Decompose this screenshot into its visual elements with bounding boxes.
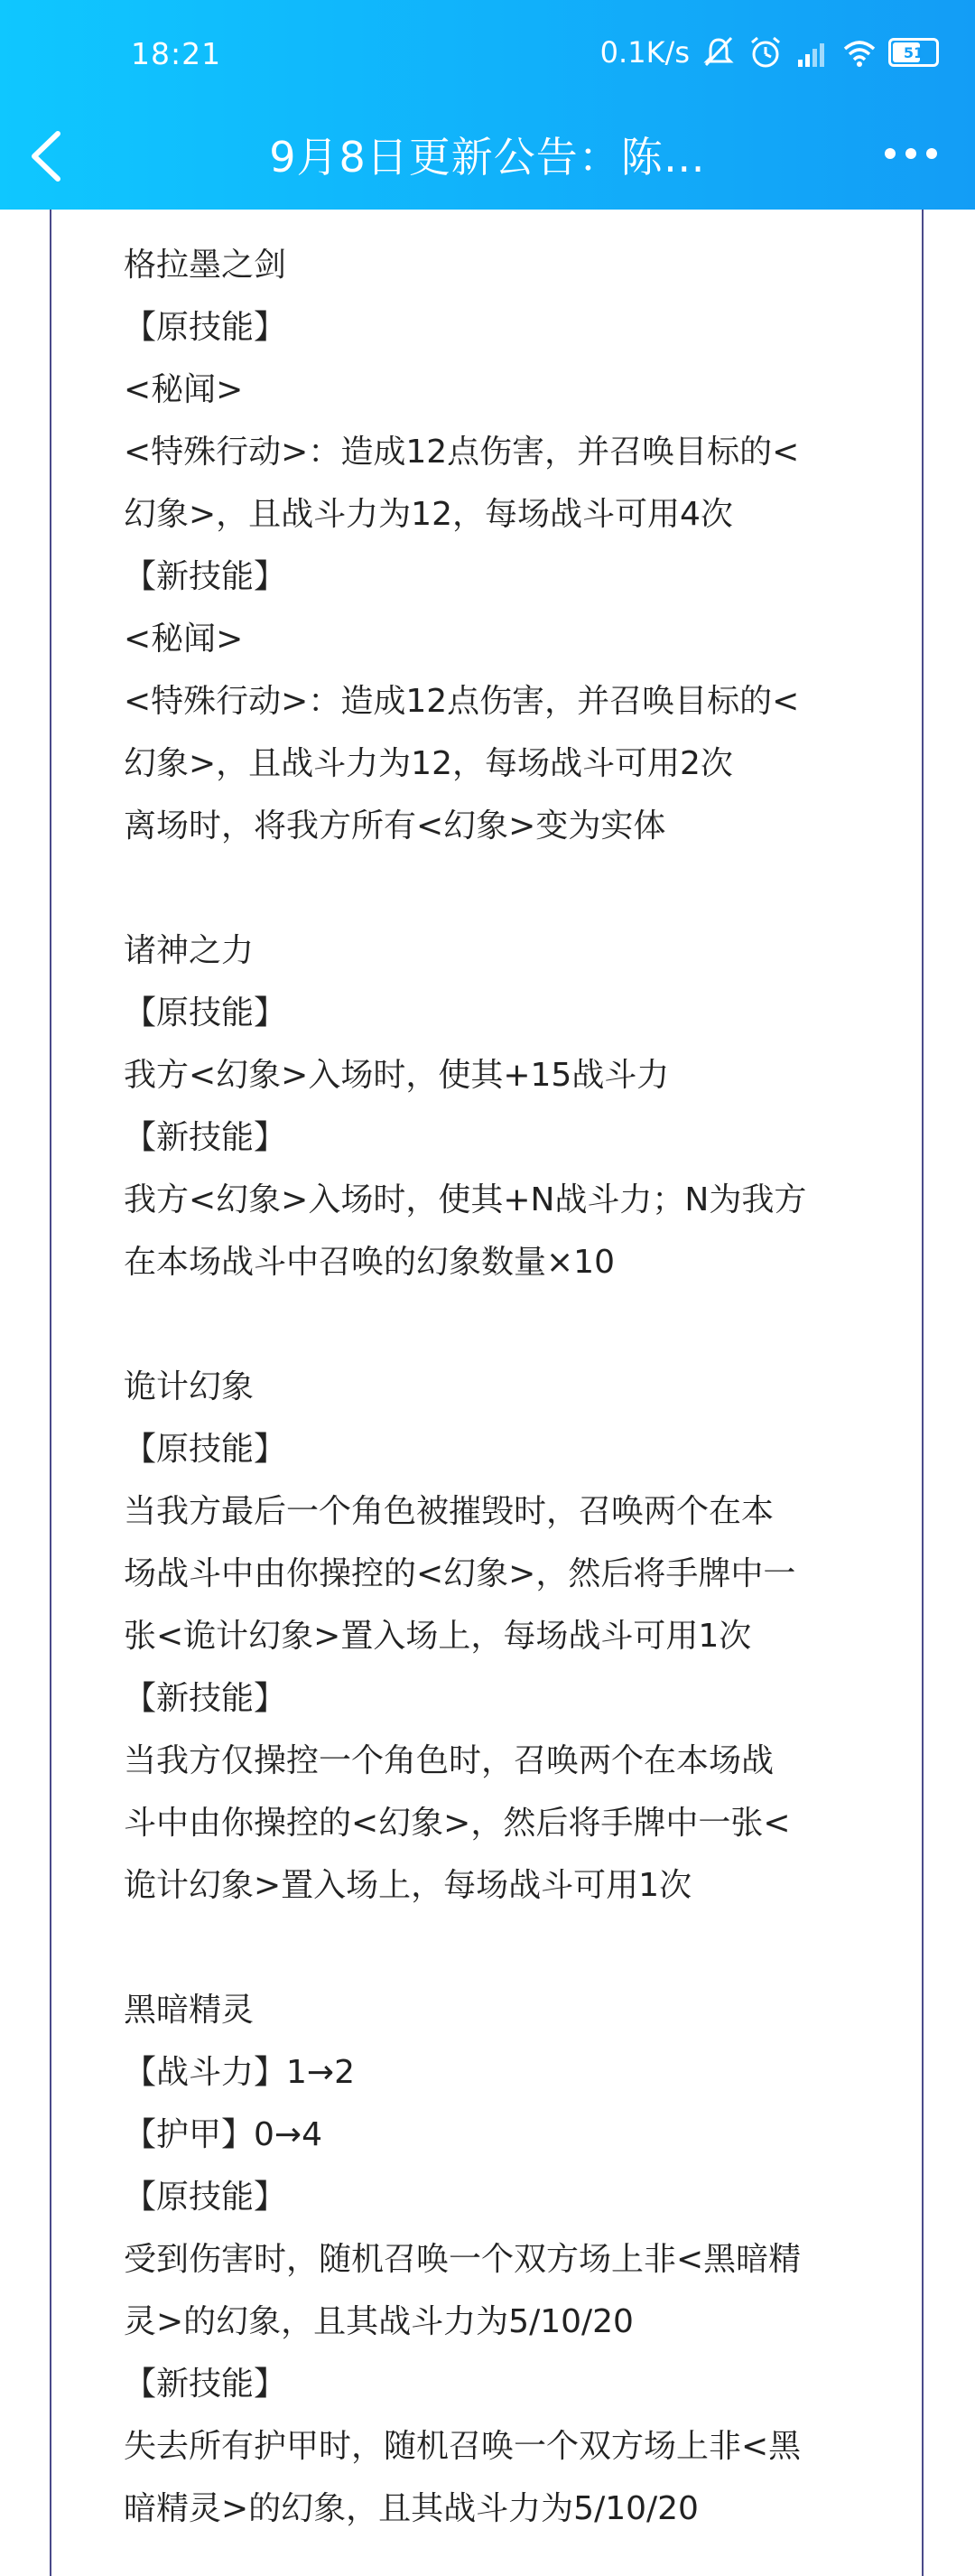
article-line: 【新技能】 — [124, 1119, 287, 1156]
article-line: 【原技能】 — [124, 2179, 287, 2216]
more-options-icon[interactable] — [881, 135, 941, 172]
article-line: 我方<幻象>入场时，使其+N战斗力；N为我方 — [124, 1181, 807, 1218]
article-line: 格拉墨之剑 — [124, 247, 287, 284]
status-time: 18:21 — [131, 36, 222, 71]
wifi-icon — [841, 34, 878, 70]
article-line: <秘闻> — [124, 371, 244, 408]
article-line: 离场时，将我方所有<幻象>变为实体 — [124, 807, 666, 845]
article-line: 场战斗中由你操控的<幻象>，然后将手牌中一 — [124, 1555, 796, 1592]
article-line: 斗中由你操控的<幻象>，然后将手牌中一张< — [124, 1805, 791, 1842]
app-header — [0, 0, 975, 210]
article-line: 当我方最后一个角色被摧毁时，召唤两个在本 — [124, 1493, 775, 1530]
article-line: 【原技能】 — [124, 1431, 287, 1468]
mute-bell-icon — [701, 34, 737, 70]
article-line: 黑暗精灵 — [124, 1992, 255, 2029]
article-line: 【原技能】 — [124, 309, 287, 346]
network-speed: 0.1K/s — [599, 35, 690, 70]
article-line: 失去所有护甲时，随机召唤一个双方场上非<黑 — [124, 2428, 802, 2465]
article-line: 我方<幻象>入场时，使其+15战斗力 — [124, 1057, 670, 1094]
article-line: <秘闻> — [124, 621, 244, 658]
signal-icon — [794, 34, 831, 70]
page-title: 9月8日更新公告：陈… — [269, 133, 706, 182]
article-line: 在本场战斗中召唤的幻象数量×10 — [124, 1244, 615, 1281]
article-line: 诡计幻象>置入场上，每场战斗可用1次 — [124, 1867, 692, 1904]
article-line: 灵>的幻象，且其战斗力为5/10/20 — [124, 2303, 634, 2340]
status-bar — [0, 0, 975, 108]
status-icons — [600, 34, 939, 70]
article-line — [124, 1925, 864, 1987]
article-line: 诡计幻象 — [124, 1368, 255, 1405]
battery-icon — [888, 38, 939, 67]
nav-bar — [0, 108, 975, 210]
article-line: 【新技能】 — [124, 2366, 287, 2403]
article-line: 幻象>，且战斗力为12，每场战斗可用4次 — [124, 496, 733, 533]
article-body — [124, 242, 864, 2548]
article-line — [124, 865, 864, 928]
article-line: 受到伤害时，随机召唤一个双方场上非<黑暗精 — [124, 2241, 802, 2278]
article-line: 【战斗力】1→2 — [124, 2054, 355, 2091]
article-line: 当我方仅操控一个角色时，召唤两个在本场战 — [124, 1742, 775, 1779]
article-line: <特殊行动>：造成12点伤害，并召唤目标的< — [124, 434, 800, 471]
article-line: 张<诡计幻象>置入场上，每场战斗可用1次 — [124, 1618, 752, 1655]
article-line: 幻象>，且战斗力为12，每场战斗可用2次 — [124, 745, 733, 782]
battery-level: 51 — [903, 43, 924, 61]
article-line: <特殊行动>：造成12点伤害，并召唤目标的< — [124, 683, 800, 720]
article-line: 【护甲】0→4 — [124, 2116, 322, 2153]
article-line: 【原技能】 — [124, 994, 287, 1031]
article-line: 【新技能】 — [124, 1680, 287, 1717]
article-line — [124, 1302, 864, 1364]
alarm-icon — [748, 34, 784, 70]
article-line: 暗精灵>的幻象，且其战斗力为5/10/20 — [124, 2490, 699, 2527]
article-line: 诸神之力 — [124, 932, 255, 969]
article-line: 【新技能】 — [124, 558, 287, 595]
